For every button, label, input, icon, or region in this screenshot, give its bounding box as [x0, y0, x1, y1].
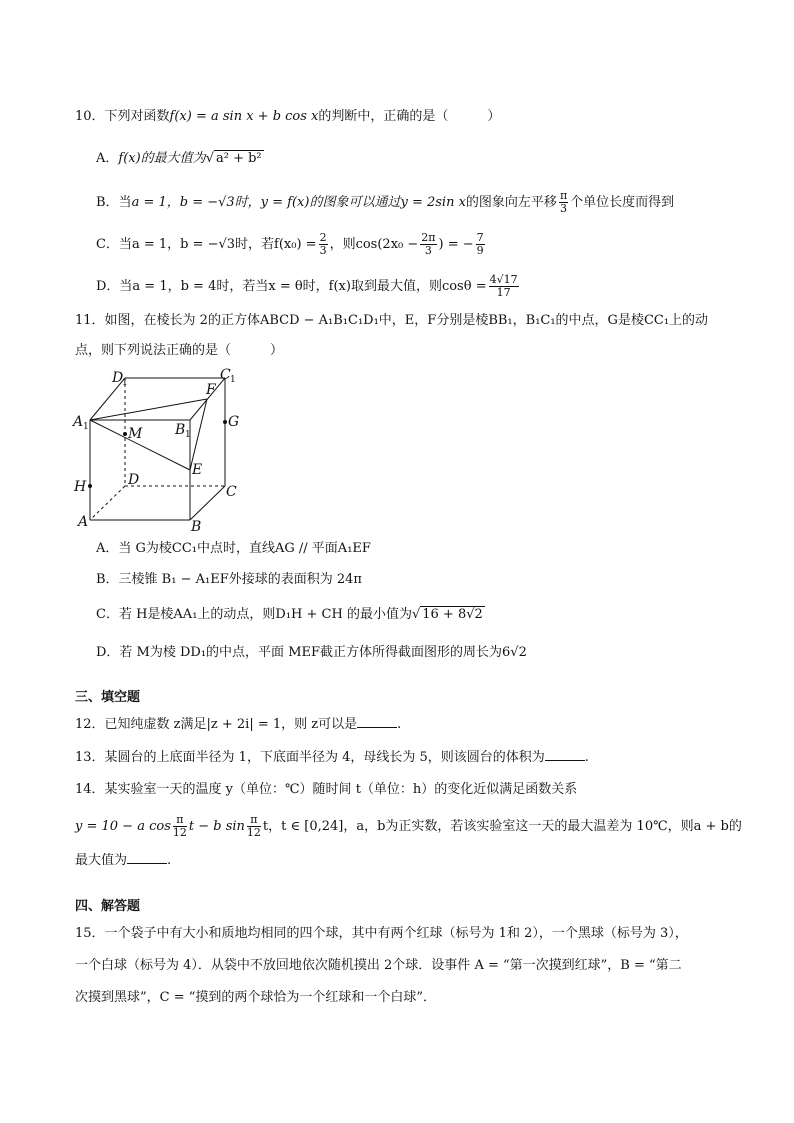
label-e: E [192, 462, 203, 478]
label-b: B [191, 519, 202, 535]
label-m: M [128, 426, 143, 442]
label-f: F [206, 382, 216, 398]
q10-option-b: B．当a = 1，b = −√3时，y = f(x)的图象可以通过y = 2sin x的图象向左平移 $\frac{\pi}{3}$ 个单位长度而得到 [96, 189, 675, 215]
cube-figure [70, 368, 250, 538]
q13: 13．某圆台的上底面半径为 1，下底面半径为 4，母线长为 5，则该圆台的体积为 . [75, 750, 589, 765]
q12: 12．已知纯虚数 z满足|z + 2i| = 1，则 z可以是 . [75, 717, 402, 732]
label-a1: A [73, 414, 84, 430]
q15-line1: 15．一个袋子中有大小和质地均相同的四个球，其中有两个红球（标号为 1和 2），一个黑球（标号为 3）， [75, 926, 688, 941]
q14-line2: y = 10 − a cos $\frac{\pi}{12}$ t − b sin $\frac{\pi}{12}$ t，t ∈ [0,24]，a，b为正实数，若该实验室这一天的最大温差为 10℃，则a + b的 [75, 813, 742, 839]
label-g: G [228, 414, 240, 430]
svg-text:1: 1 [83, 422, 89, 432]
label-b1: B [175, 422, 186, 438]
point-m [123, 432, 127, 436]
q11-option-b: B．三棱锥 B₁ − A₁EF外接球的表面积为 24π [96, 572, 362, 587]
svg-text:1: 1 [230, 375, 236, 385]
q12-answer-blank[interactable] [357, 715, 397, 728]
q11-stem-line1: 11．如图，在棱长为 2的正方体ABCD − A₁B₁C₁D₁中，E，F分别是棱BB₁，B₁C₁的中点，G是棱CC₁上的动 [75, 313, 709, 328]
q10-option-c: C．当a = 1，b = −√3时，若f(x₀) = $\frac{2}{3}$ ，则cos(2x₀ − $\frac{2\pi}{3}$ ) = − $\frac{7}{9}$ [96, 231, 484, 257]
svg-text:1: 1 [122, 378, 128, 388]
section4-title: 四、解答题 [75, 899, 141, 914]
point-h [88, 484, 92, 488]
q15-line2: 一个白球（标号为 4）．从袋中不放回地依次随机摸出 2个球．设事件 A = “第一次摸到红球”，B = “第二 [75, 958, 682, 973]
q15-line3: 次摸到黑球”，C = “摸到的两个球恰为一个红球和一个白球”． [75, 990, 437, 1005]
section3-title: 三、填空题 [75, 690, 141, 705]
q14-answer-blank[interactable] [127, 851, 167, 864]
q11-option-c: C．若 H是棱AA₁上的动点，则D₁H + CH 的最小值为√ 16 + 8√2 [96, 607, 483, 622]
svg-text:1: 1 [185, 430, 191, 440]
q10-option-a: A．f(x)的最大值为√ a² + b² [96, 151, 262, 166]
label-d: D [128, 472, 140, 488]
q11-option-a: A．当 G为棱CC₁中点时，直线AG // 平面A₁EF [96, 541, 371, 556]
label-c1: C [220, 368, 231, 383]
q13-answer-blank[interactable] [545, 748, 585, 761]
label-d1: D [112, 370, 124, 386]
q10-option-d: D．当a = 1，b = 4时，若当x = θ时，f(x)取到最大值，则cosθ = $\frac{4√17}{17}$ [96, 273, 518, 299]
q14-line3: 最大值为 . [75, 853, 172, 868]
q11-stem-line2: 点，则下列说法正确的是（ ） [75, 343, 284, 358]
label-c: C [226, 484, 237, 500]
edge-da [90, 486, 125, 520]
q10-stem: 10．下列对函数f(x) = a sin x + b cos x的判断中，正确的是（ ） [75, 109, 501, 124]
q11-option-d: D．若 M为棱 DD₁的中点，平面 MEF截正方体所得截面图形的周长为6√2 [96, 645, 527, 660]
q14-line1: 14．某实验室一天的温度 y（单位：℃）随时间 t（单位：h）的变化近似满足函数关系 [75, 782, 578, 797]
edge-bc [190, 486, 225, 520]
segment-a1f [90, 399, 207, 420]
label-h: H [74, 479, 87, 495]
label-a: A [78, 514, 89, 530]
point-g [223, 420, 227, 424]
